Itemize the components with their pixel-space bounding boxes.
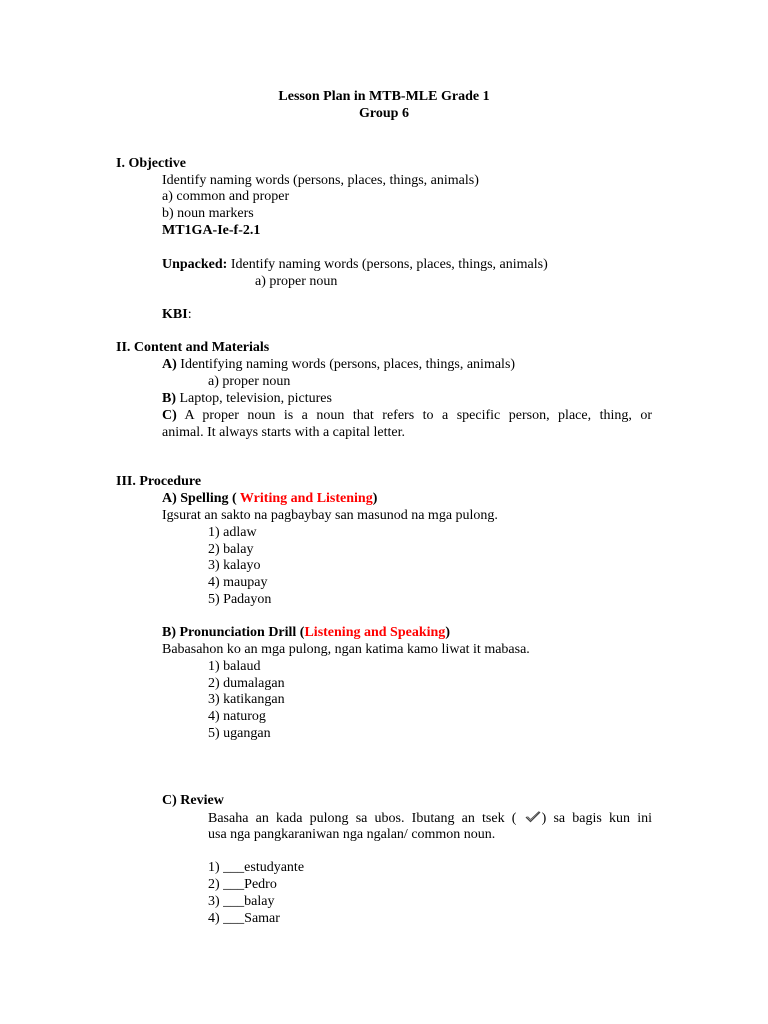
list-item: 2) balay [208,542,254,557]
list-item: 2) dumalagan [208,676,285,691]
content-a-label: A) [162,357,177,372]
content-b-label: B) [162,391,176,406]
content-c-line2: animal. It always starts with a capital letter. [162,425,405,440]
objective-item-a: a) common and proper [162,189,290,204]
objective-item-b: b) noun markers [162,206,254,221]
unpacked-line [162,257,548,273]
review-instruction-line2: usa nga pangkaraniwan nga ngalan/ common noun. [208,827,496,842]
unpacked-text: Identify naming words (persons, places, things, animals) [227,257,548,272]
pronunciation-label: B) Pronunciation Drill ( [162,625,305,640]
unpacked-label: Unpacked: [162,257,228,272]
pronunciation-heading [162,625,450,641]
section-heading-content: II. Content and Materials [116,340,270,355]
review-instruction-a: Basaha an kada pulong sa ubos. Ibutang an tsek ( [208,811,517,826]
list-item: 1) ___estudyante [208,860,305,875]
review-heading: C) Review [162,793,224,808]
kbi-label: KBI [162,307,188,322]
list-item: 2) ___Pedro [208,877,277,892]
spelling-close: ) [372,491,378,506]
content-a-text: Identifying naming words (persons, places, things, animals) [176,357,516,372]
section-heading-procedure: III. Procedure [116,474,202,489]
list-item: 3) kalayo [208,558,261,573]
content-item-c [162,408,652,424]
spelling-instruction: Igsurat an sakto na pagbaybay san masunod na mga pulong. [162,508,498,523]
section-heading-objective: I. Objective [116,156,186,171]
content-c-line1: A proper noun is a noun that refers to a specific person, place, thing, or [176,408,652,423]
objective-intro: Identify naming words (persons, places, things, animals) [162,173,479,188]
document-title: Lesson Plan in MTB-MLE Grade 1 [278,89,490,104]
review-instruction-b: ) sa bagis kun ini [541,811,653,826]
list-item: 5) Padayon [208,592,272,607]
kbi-colon: : [187,307,192,322]
pronunciation-instruction: Babasahon ko an mga pulong, ngan katima kamo liwat it mabasa. [162,642,530,657]
kbi-line [162,307,192,323]
list-item: 4) naturog [208,709,266,724]
content-item-a [162,357,515,373]
spelling-label: A) Spelling ( [162,491,237,506]
unpacked-item-a: a) proper noun [255,274,338,289]
content-a-subitem: a) proper noun [208,374,291,389]
review-instruction-line1 [208,810,652,827]
spelling-focus: Writing and Listening [236,491,373,506]
list-item: 1) balaud [208,659,261,674]
pronunciation-close: ) [445,625,450,640]
list-item: 4) maupay [208,575,268,590]
content-c-label: C) [162,408,177,423]
pronunciation-focus: Listening and Speaking [304,625,446,640]
document-subtitle: Group 6 [359,106,409,121]
list-item: 1) adlaw [208,525,257,540]
list-item: 3) ___balay [208,894,275,909]
spelling-heading [162,491,377,507]
list-item: 4) ___Samar [208,911,280,926]
list-item: 5) ugangan [208,726,271,741]
objective-code: MT1GA-Ie-f-2.1 [162,223,261,238]
content-b-text: Laptop, television, pictures [176,391,332,406]
checkmark-icon [524,810,542,824]
list-item: 3) katikangan [208,692,285,707]
content-item-b [162,391,332,407]
